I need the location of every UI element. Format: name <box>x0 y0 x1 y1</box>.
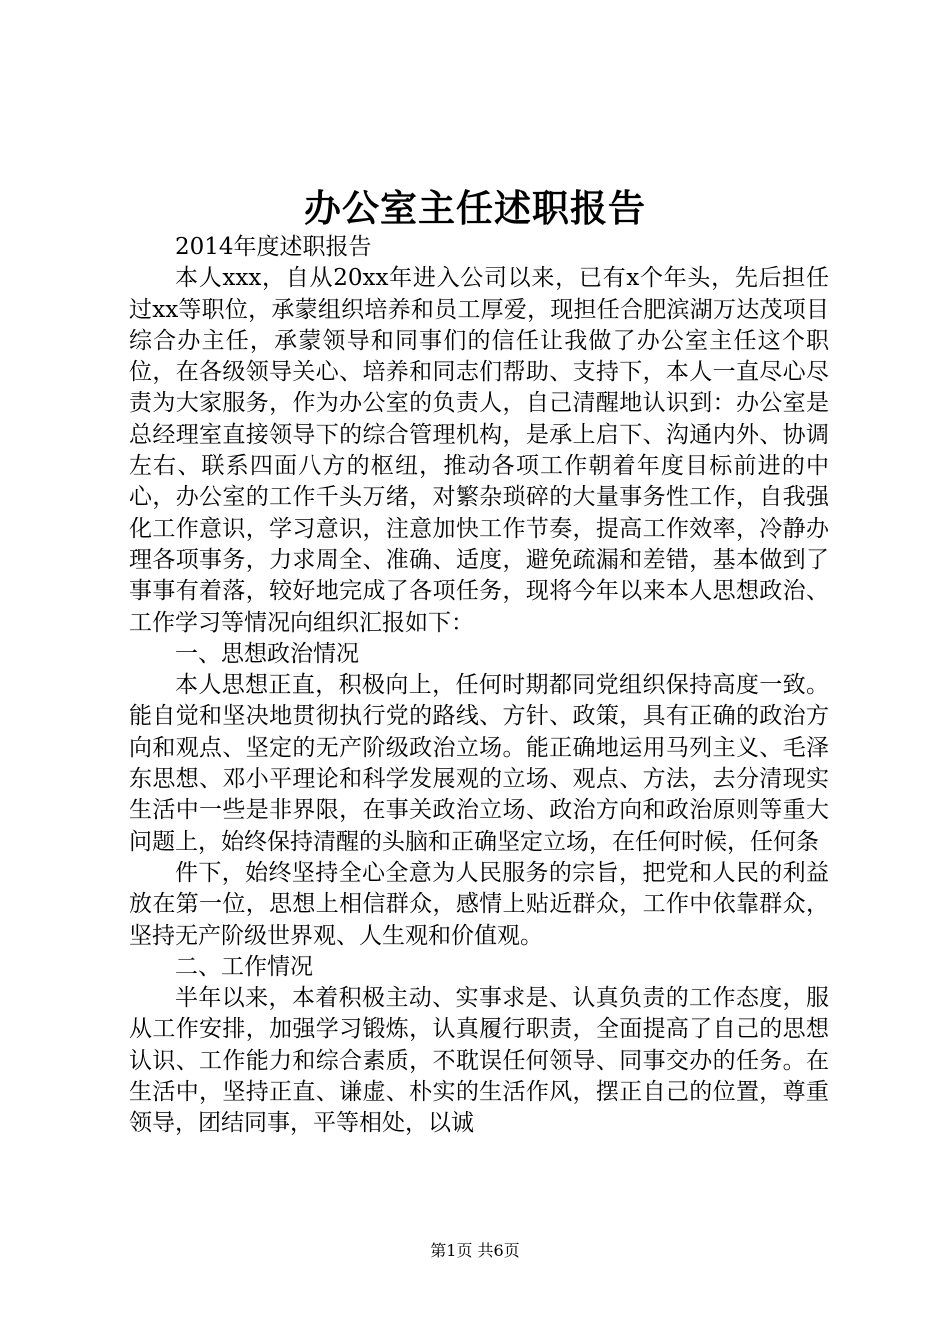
document-body <box>129 232 829 1140</box>
section-heading-political: 一、思想政治情况 <box>175 640 359 667</box>
subtitle-paragraph: 2014年度述职报告 <box>175 234 372 260</box>
intro-paragraph: 本人xxx，自从20xx年进入公司以来，已有x个年头，先后担任过xx等职位，承蒙组织培养和员工厚爱，现担任合肥滨湖万达茂项目综合办主任，承蒙领导和同事们的信任让我做了办公室主任这个职位，在各级领导关心、培养和同志们帮助、支持下，本人一直尽心尽责为大家服务，作为办公室的负责人，自己清醒地认识到：办公室是总经理室直接领导下的综合管理机构，是承上启下、沟通内外、协调左右、联系四面八方的枢纽，推动各项工作朝着年度目标前进的中心，办公室的工作千头万绪，对繁杂琐碎的大量事务性工作，自我强化工作意识，学习意识，注意加快工作节奏，提高工作效率，冷静办理各项事务，力求周全、准确、适度，避免疏漏和差错，基本做到了事事有着落，较好地完成了各项任务，现将今年以来本人思想政治、工作学习等情况向组织汇报如下： <box>129 265 829 636</box>
document-title: 办公室主任述职报告 <box>304 186 646 230</box>
work-paragraph: 半年以来，本着积极主动、实事求是、认真负责的工作态度，服从工作安排，加强学习锻炼，认真履行职责，全面提高了自己的思想认识、工作能力和综合素质，不耽误任何领导、同事交办的任务。在生活中，坚持正直、谦虚、朴实的生活作风，摆正自己的位置，尊重领导，团结同事，平等相处，以诚 <box>129 985 829 1137</box>
page-number-footer: 第1页 共6页 <box>430 1241 520 1260</box>
political-paragraph: 本人思想正直，积极向上，任何时期都同党组织保持高度一致。能自觉和坚决地贯彻执行党的路线、方针、政策，具有正确的政治方向和观点、坚定的无产阶级政治立场。能正确地运用马列主义、毛泽东思想、邓小平理论和科学发展观的立场、观点、方法，去分清现实生活中一些是非界限，在事关政治立场、政治方向和政治原则等重大问题上，始终保持清醒的头脑和正确坚定立场，在任何时候，任何条 <box>129 672 829 855</box>
section-heading-work: 二、工作情况 <box>175 953 313 980</box>
political-paragraph-continued: 件下，始终坚持全心全意为人民服务的宗旨，把党和人民的利益放在第一位，思想上相信群众，感情上贴近群众，工作中依靠群众，坚持无产阶级世界观、人生观和价值观。 <box>129 859 829 949</box>
